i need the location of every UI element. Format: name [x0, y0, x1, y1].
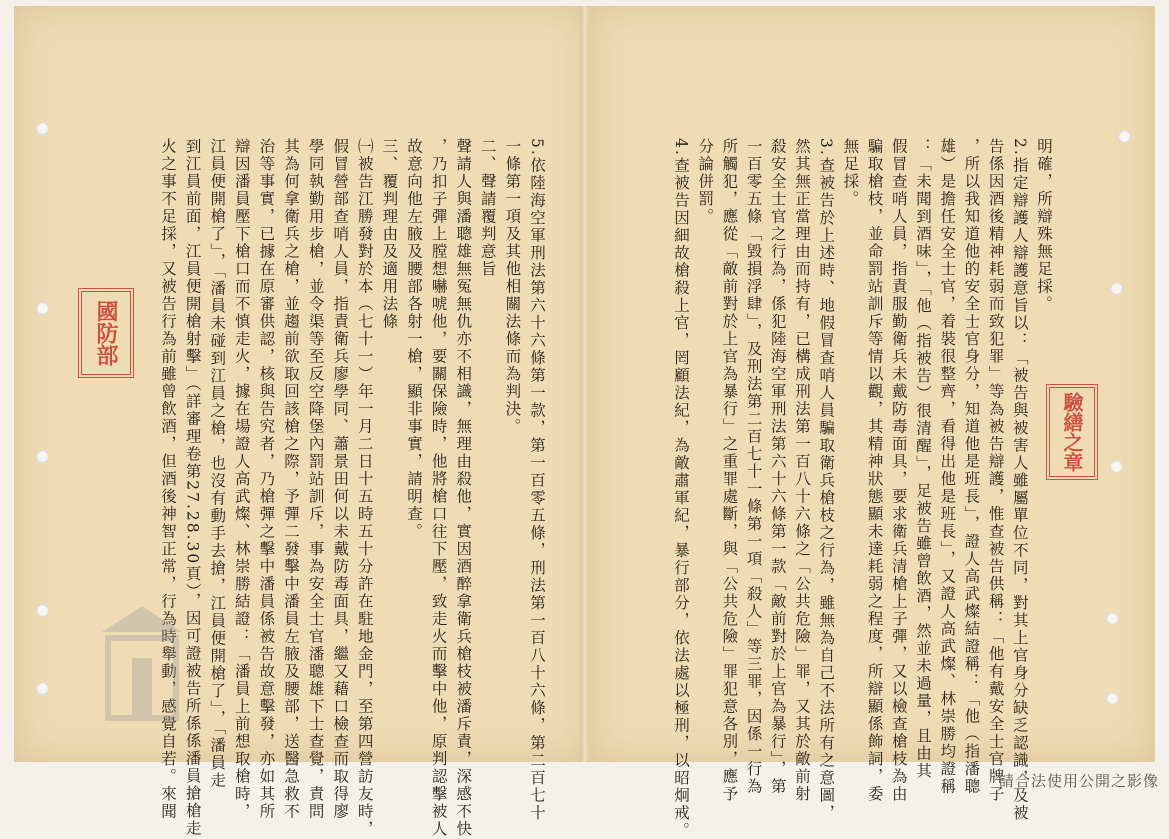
text-column: 4.查被告因細故槍殺上官，罔顧法紀，為敵肅軍紀，暴行部分，依法處以極刑，以昭炯戒。 — [672, 138, 690, 839]
binder-hole — [36, 302, 49, 315]
text-column: 二、聲請覆判意旨 — [478, 138, 497, 278]
text-column: 治等事實，已據在原審供認，核與告究者，乃槍彈之擊中潘員係被告故意擊發，亦如其所 — [257, 138, 276, 821]
text-column: 故意向他左腋及腰部各射一槍，顯非事實，請明查。 — [405, 138, 423, 541]
text-column: 到江員前面，江員便開槍射擊」（詳審理卷第27.28.30頁），因可證被告所係係潘員搶槍走 — [183, 138, 202, 838]
text-column: ，所以我知道他的安全士官身分，知道他是班長」，證人高武燦結證稱：「他（指潘聰 — [962, 138, 981, 796]
archive-watermark-icon — [96, 592, 188, 724]
ministry-of-defense-seal — [78, 288, 134, 378]
text-column: 假冒查哨人員，指責服勤衛兵未戴防毒面具，要求衛兵清槍上子彈，又以檢查槍枝為由 — [889, 138, 908, 803]
text-column: 無足採。 — [841, 138, 860, 208]
seal-text: 驗繕之章 — [1060, 392, 1084, 472]
text-column: 分論併罰。 — [696, 138, 715, 226]
usage-notice: 請合法使用公開之影像 — [998, 772, 1159, 790]
text-column: 聲請人與潘聰雄無冤無仇亦不相識，無理由殺他，實因酒醉拿衛兵槍枝被潘斥責，深感不快 — [454, 138, 473, 838]
text-column: 一百零五條「毀損浮肆」，及刑法第二百七十一條第一項「殺人」等三罪，因係一行為 — [744, 138, 763, 796]
binder-hole — [36, 604, 49, 617]
verification-seal — [1046, 384, 1098, 480]
text-column: 然其無正當理由而持有，已構成刑法第一百八十六條之「公共危險」罪，又其於敵前射 — [793, 138, 811, 803]
text-column: 5.依陸海空軍刑法第六十六條第一款，第一百零五條，刑法第一百八十六條，第二百七十 — [528, 138, 546, 822]
text-column: 一條第一項及其他相關法條而為判決。 — [503, 138, 522, 436]
text-column: 告係因酒後精神耗弱而致犯罪」等為被告辯護，惟查被告供稱：「他有戴安全士官牌子 — [986, 138, 1005, 803]
text-column: 火之事不足採，又被告行為前雖曾飲酒，但酒後神智正常，行為時舉動，感覺自若。來聞 — [159, 138, 177, 821]
text-column: ㈠被告江勝發對於本（七十一）年一月二日十五時五十分許在駐地金門，至第四營訪友時， — [355, 138, 374, 838]
binder-hole — [1110, 282, 1123, 295]
text-column: 殺安全士官之行為，係犯陸海空軍刑法第六十六條第一款「敵前對於上官為暴行」，第 — [768, 138, 787, 796]
binder-hole — [1106, 612, 1119, 625]
text-column: 學同執勤用步槍，並令渠等至反空降堡內罰站訓斥，事為安全士官潘聰雄下士查覺，責問 — [306, 138, 325, 821]
text-column: ，乃扣子彈上膛想嚇唬他，要關保險時，他將槍口往下壓，致走火而擊中他，原判認擊被人 — [429, 138, 448, 838]
binder-hole — [1110, 460, 1123, 473]
text-column: 騙取槍枝，並命罰站訓斥等情以觀，其精神狀態顯未達耗弱之程度，所辯顯係飾詞，委 — [865, 138, 884, 803]
text-column: 明確，所辯殊無足採。 — [1035, 138, 1053, 313]
text-column: 假冒營部查哨人員，指責衛兵廖學同、蕭景田何以未戴防毒面具，繼又藉口檢查而取得廖 — [331, 138, 350, 821]
binder-hole — [1106, 692, 1119, 705]
text-column: 三、覆判理由及適用法條 — [380, 138, 399, 331]
seal-text: 國防部 — [93, 300, 119, 366]
text-column: 其為何拿衛兵之槍，並趨前欲取回該槍之際，予彈二發擊中潘員左腋及腰部，送醫急救不 — [282, 138, 300, 821]
binder-hole — [36, 682, 49, 695]
text-column: 雄）是擔任安全士官，着裝很整齊，看得出他是班長」，又證人高武燦、林崇勝均證稱 — [938, 138, 957, 796]
text-column: 辯因潘員壓下槍口而不慎走火，據在場證人高武燦、林崇勝結證：「潘員上前想取槍時， — [232, 138, 251, 821]
binder-hole — [36, 122, 49, 135]
binder-hole — [1118, 130, 1131, 143]
text-column: 江員便開槍了」，「潘員未碰到江員之槍，也沒有動手去搶，江員便開槍了」，「潘員走 — [208, 138, 227, 790]
text-column: 所觸犯，應從「敵前對於上官為暴行」之重罪處斷，與「公共危險」罪犯意各別，應予 — [720, 138, 739, 803]
text-column: 2.指定辯護人辯護意旨以：「被告與被害人雖屬單位不同，對其上官身分缺乏認識，及被 — [1010, 138, 1029, 822]
text-column: 3.查被告於上述時、地假冒查哨人員騙取衛兵槍枝之行為，雖無為自己不法所有之意圖， — [817, 138, 836, 822]
text-column: ：「未聞到酒味」，「他（指被告）很清醒」，足被告雖曾飲酒，然並未過量，且由其 — [914, 138, 932, 780]
binder-hole — [36, 450, 49, 463]
